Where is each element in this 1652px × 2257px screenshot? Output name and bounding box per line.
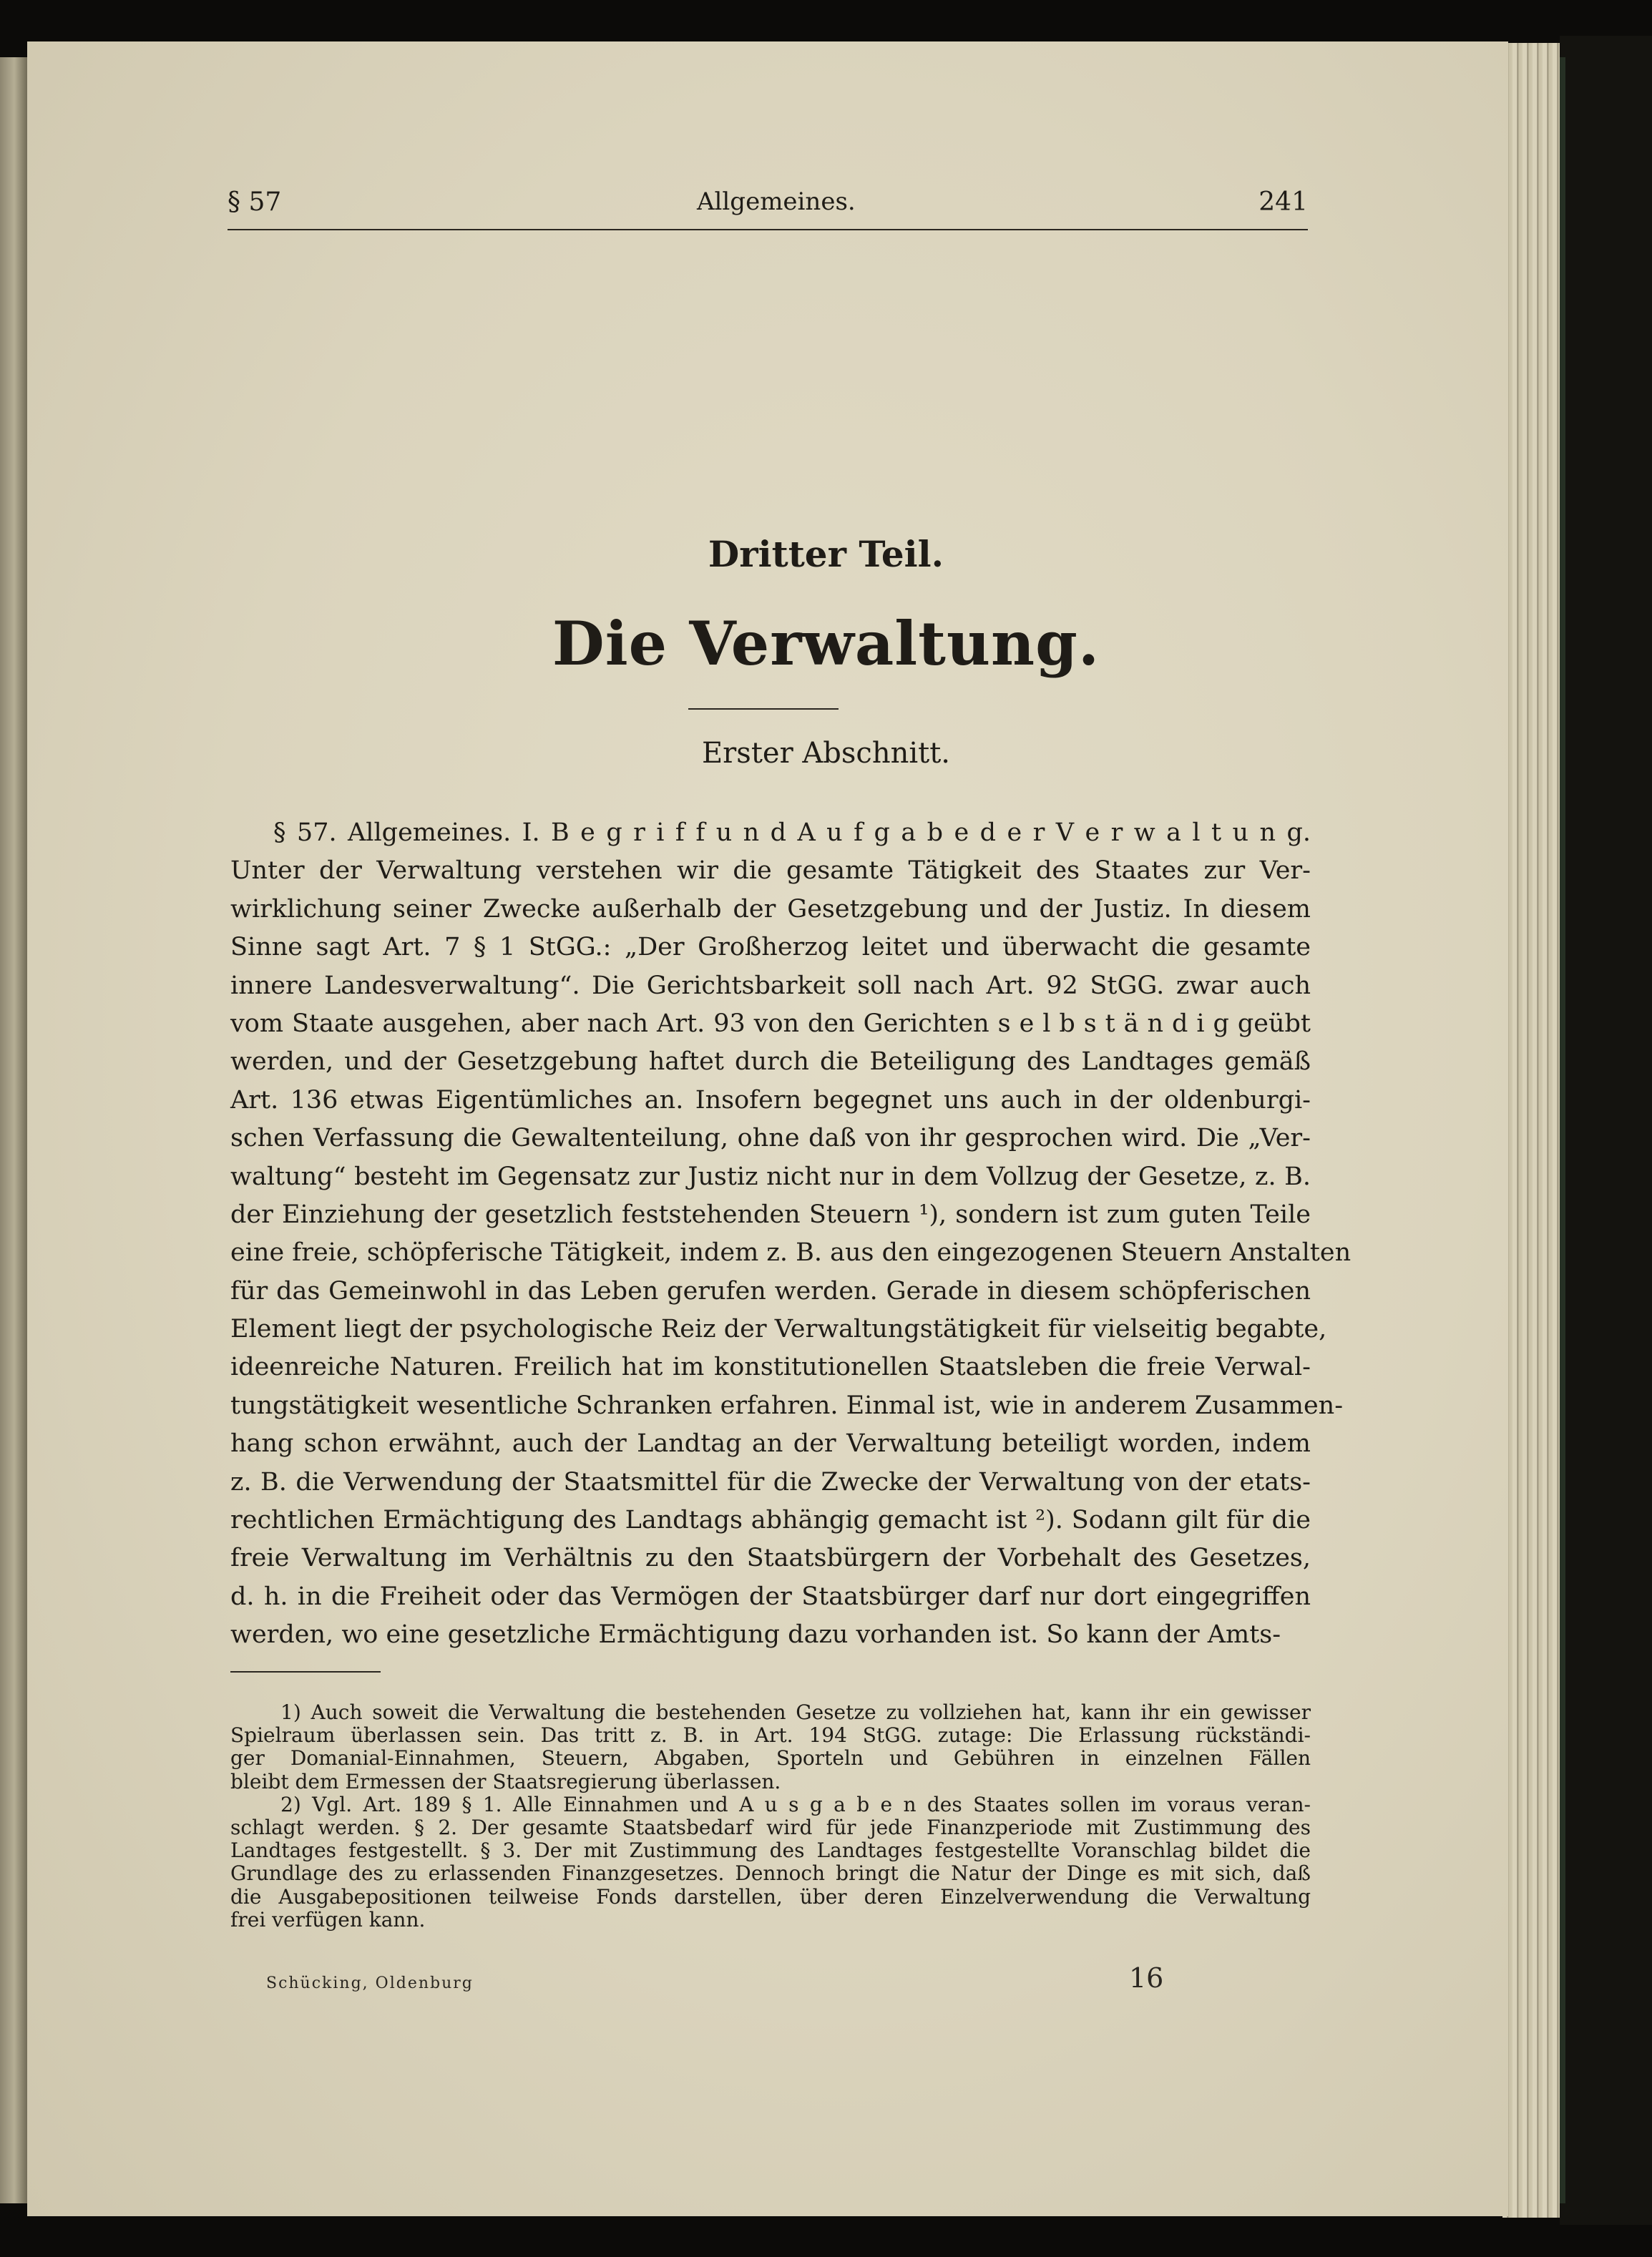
footnote-line: Grundlage des zu erlassenden Finanzgesetzes. Dennoch bringt die Natur der Dinge es mit sich, daß: [230, 1861, 1311, 1886]
part-title: Dritter Teil.: [708, 533, 944, 575]
body-line: z. B. die Verwendung der Staatsmittel für die Zwecke der Verwaltung von der etats-: [230, 1467, 1311, 1497]
footnote-line: 2) Vgl. Art. 189 § 1. Alle Einnahmen und A u s g a b e n des Staates sollen im voraus veran-: [280, 1792, 1311, 1816]
signature-mark: 16: [1129, 1962, 1164, 1994]
footnote-rule: [230, 1671, 381, 1673]
footnote-line: die Ausgabepositionen teilweise Fonds darstellen, über deren Einzelverwendung die Verwaltung: [230, 1884, 1311, 1909]
body-line: schen Verfassung die Gewaltenteilung, ohne daß von ihr gesprochen wird. Die „Ver-: [230, 1124, 1311, 1153]
page-number: 241: [1258, 187, 1308, 217]
body-line: für das Gemeinwohl in das Leben gerufen werden. Gerade in diesem schöpferischen: [230, 1276, 1311, 1306]
footnote-line: frei verfügen kann.: [230, 1907, 426, 1932]
body-line: werden, und der Gesetzgebung haftet durch die Beteiligung des Landtages gemäß: [230, 1047, 1311, 1077]
running-header: [228, 187, 1308, 230]
body-line: waltung“ besteht im Gegensatz zur Justiz nicht nur in dem Vollzug der Gesetze, z. B.: [230, 1162, 1311, 1191]
body-line: Art. 136 etwas Eigentümliches an. Insofern begegnet uns auch in der oldenburgi-: [230, 1085, 1311, 1115]
header-section-number: § 57: [228, 187, 282, 217]
body-line: vom Staate ausgehen, aber nach Art. 93 von den Gerichten s e l b s t ä n d i g geübt: [230, 1009, 1311, 1038]
page-stack-edge: [1502, 43, 1560, 2218]
body-line: rechtlichen Ermächtigung des Landtags abhängig gemacht ist ²). Sodann gilt für die: [230, 1506, 1311, 1535]
footnotes: [230, 1701, 1311, 1932]
body-line: Sinne sagt Art. 7 § 1 StGG.: „Der Großherzog leitet und überwacht die gesamte: [230, 933, 1311, 962]
body-line: innere Landesverwaltung“. Die Gerichtsbarkeit soll nach Art. 92 StGG. zwar auch: [230, 971, 1311, 1000]
footnote-line: schlagt werden. § 2. Der gesamte Staatsbedarf wird für jede Finanzperiode mit Zustimmung des: [230, 1815, 1311, 1839]
section-title: Erster Abschnitt.: [701, 737, 951, 770]
body-line: hang schon erwähnt, auch der Landtag an der Verwaltung beteiligt worden, indem: [230, 1429, 1311, 1459]
body-line: wirklichung seiner Zwecke außerhalb der Gesetzgebung und der Justiz. In diesem: [230, 894, 1311, 924]
body-line: § 57. Allgemeines. I. B e g r i f f u n d A u f g a b e d e r V e r w a l t u n g.: [273, 818, 1311, 847]
body-line: eine freie, schöpferische Tätigkeit, indem z. B. aus den eingezogenen Steuern Anstalten: [230, 1238, 1352, 1268]
footnote-line: ger Domanial-Einnahmen, Steuern, Abgaben, Sporteln und Gebühren in einzelnen Fällen: [230, 1746, 1311, 1771]
body-line: werden, wo eine gesetzliche Ermächtigung dazu vorhanden ist. So kann der Amts-: [230, 1620, 1281, 1650]
footnote-line: bleibt dem Ermessen der Staatsregierung überlassen.: [230, 1769, 781, 1793]
body-line: der Einziehung der gesetzlich feststehenden Steuern ¹), sondern ist zum guten Teile: [230, 1200, 1311, 1229]
footnote-line: Landtages festgestellt. § 3. Der mit Zustimmung des Landtages festgestellte Voranschlag bildet die: [230, 1839, 1311, 1863]
body-line: Unter der Verwaltung verstehen wir die gesamte Tätigkeit des Staates zur Ver-: [230, 856, 1311, 886]
body-text: [230, 814, 1352, 1655]
footnote-line: Spielraum überlassen sein. Das tritt z. B. in Art. 194 StGG. zutage: Die Erlassung rückständi-: [230, 1723, 1311, 1748]
book-cover-edge: [1560, 36, 1652, 2225]
header-rule: [228, 229, 1308, 230]
body-line: d. h. in die Freiheit oder das Vermögen der Staatsbürger darf nur dort eingegriffen: [230, 1582, 1311, 1611]
footnote-line: 1) Auch soweit die Verwaltung die bestehenden Gesetze zu vollziehen hat, kann ihr ein gewisser: [280, 1700, 1311, 1724]
body-line: ideenreiche Naturen. Freilich hat im konstitutionellen Staatsleben die freie Verwal-: [230, 1353, 1311, 1382]
left-page-edge: [0, 57, 29, 2203]
title-divider: [688, 708, 839, 710]
header-running-title: Allgemeines.: [697, 187, 856, 216]
main-title: Die Verwaltung.: [552, 608, 1100, 679]
body-line: Element liegt der psychologische Reiz der Verwaltungstätigkeit für vielseitig begabte,: [230, 1315, 1327, 1344]
body-line: freie Verwaltung im Verhältnis zu den Staatsbürgern der Vorbehalt des Gesetzes,: [230, 1544, 1311, 1573]
printer-signature: Schücking, Oldenburg: [266, 1974, 474, 1992]
body-line: tungstätigkeit wesentliche Schranken erfahren. Einmal ist, wie in anderem Zusammen-: [230, 1391, 1344, 1420]
